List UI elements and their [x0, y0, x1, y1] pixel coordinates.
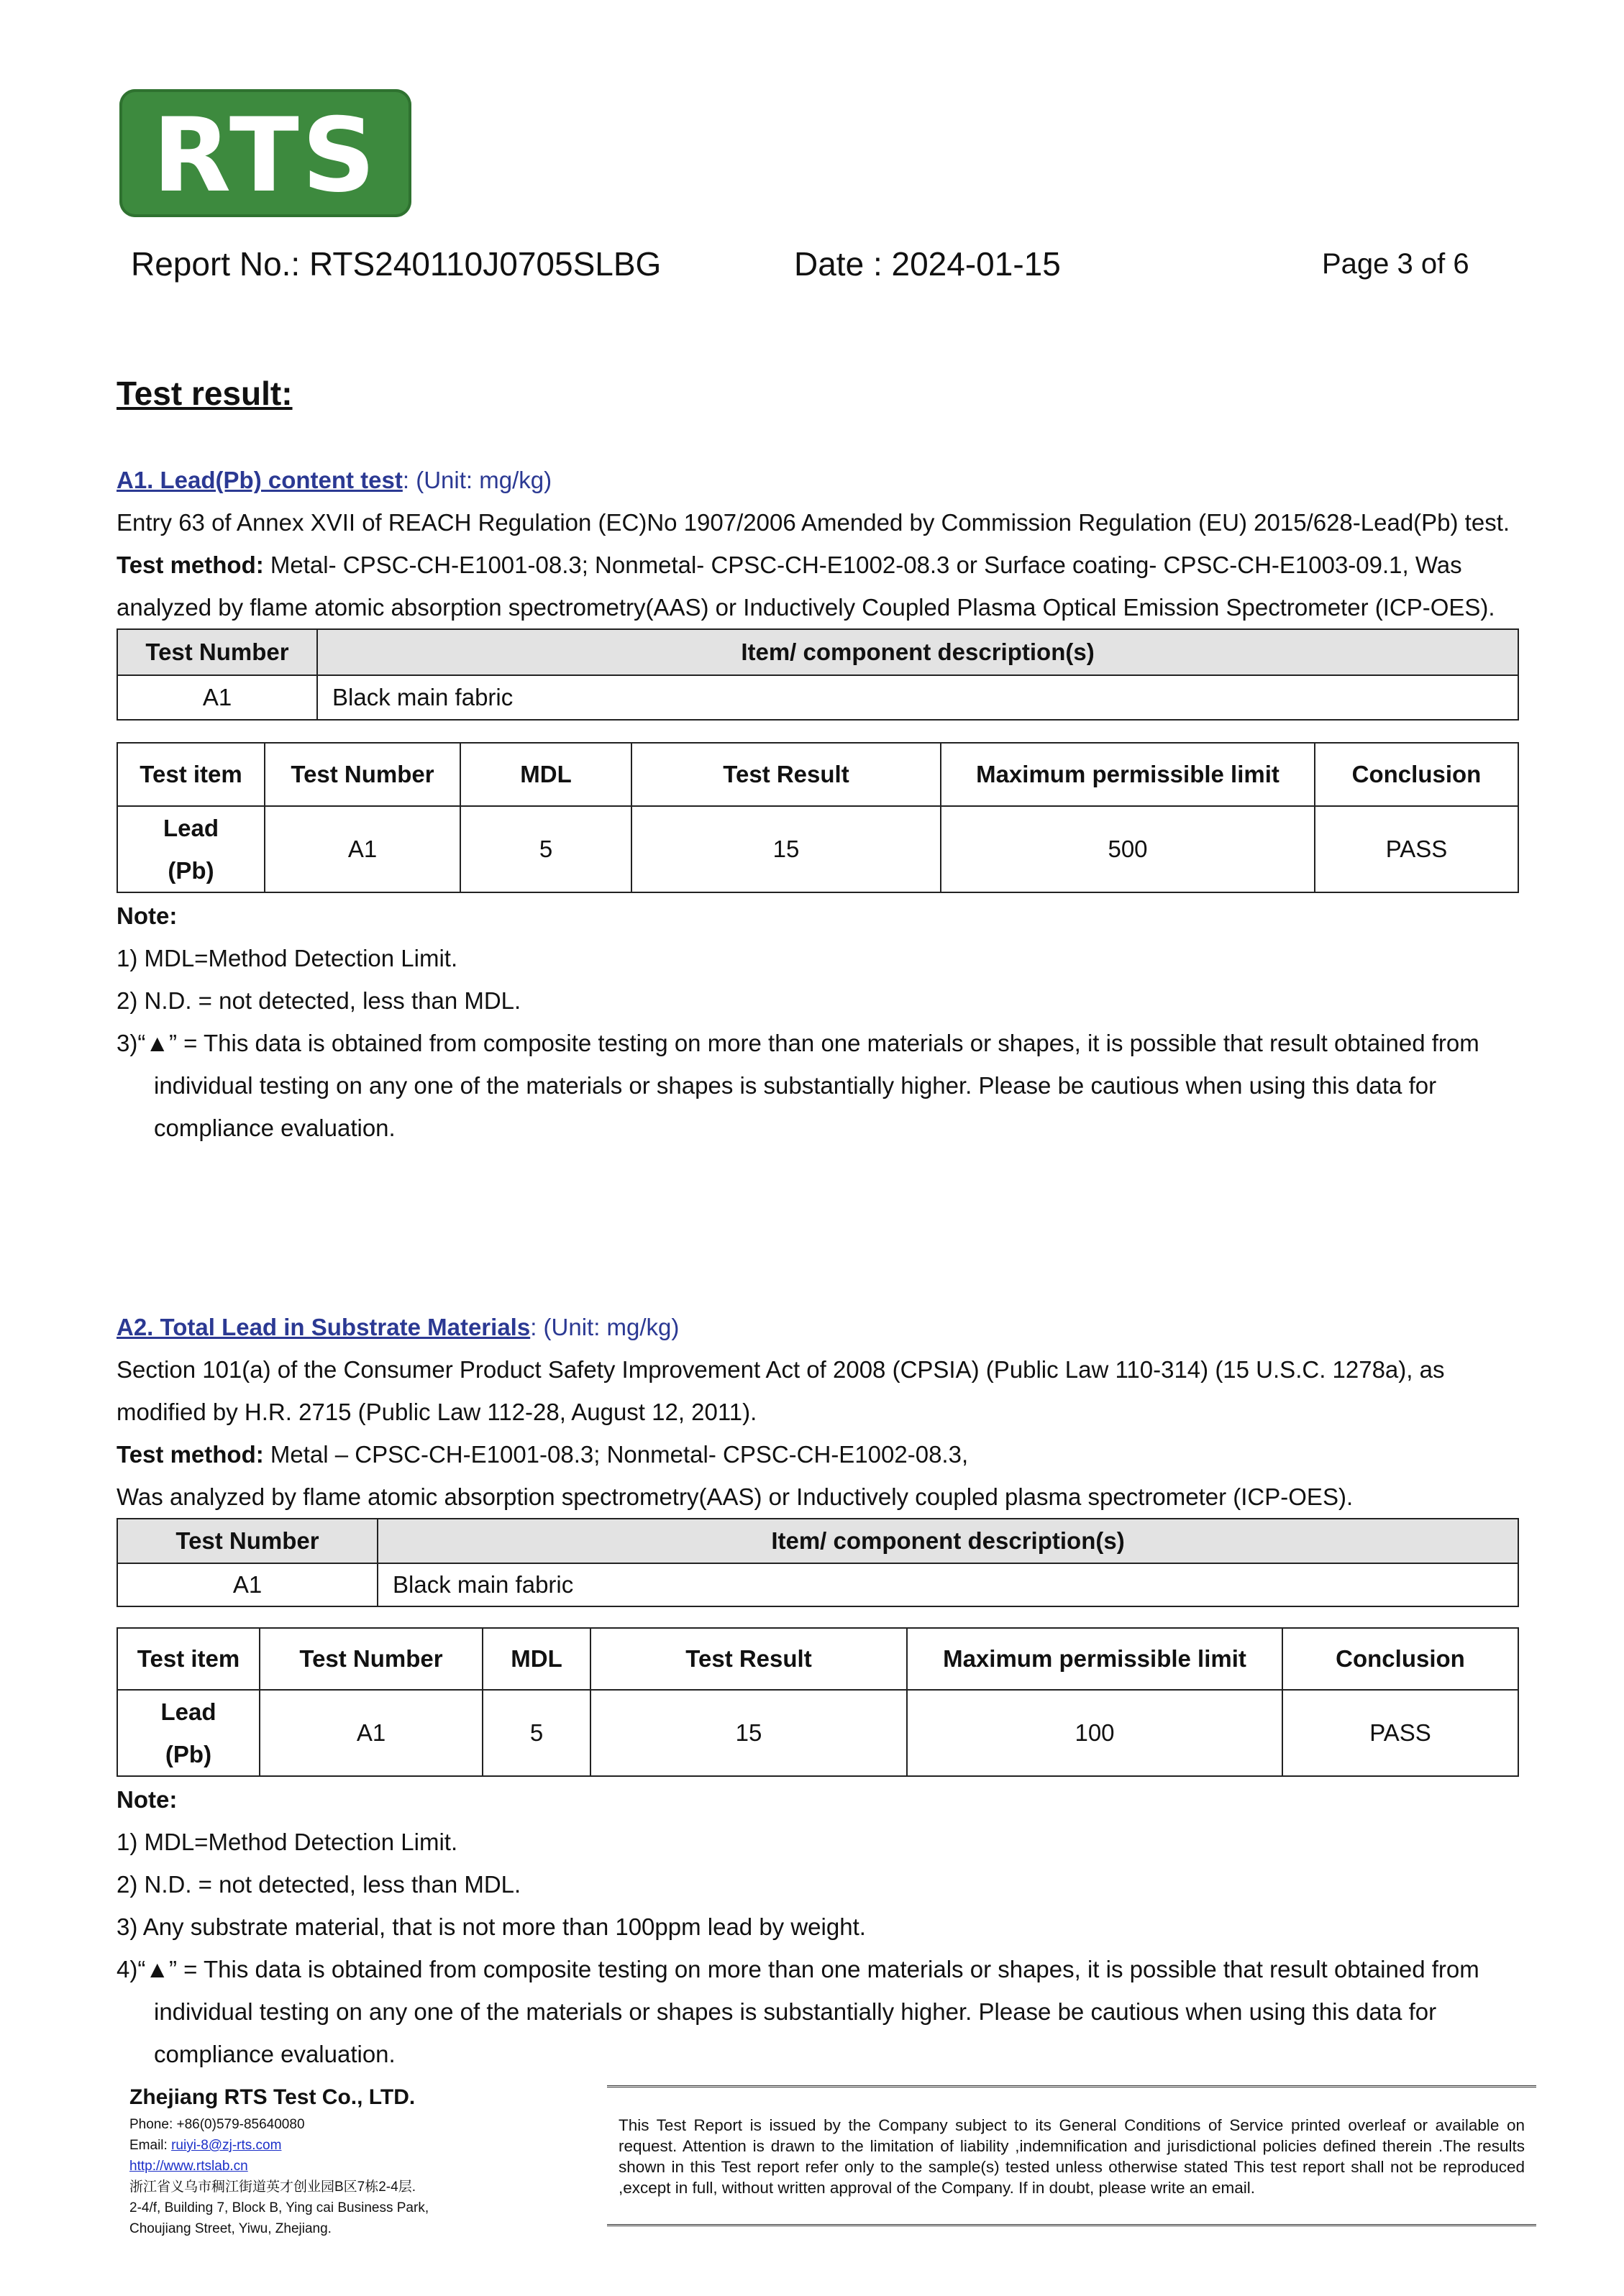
section-a2-unit: : (Unit: mg/kg)	[530, 1314, 680, 1340]
section-a1-intro: Entry 63 of Annex XVII of REACH Regulation (EC)No 1907/2006 Amended by Commission Regulation (EU) 2015/628-Lead(Pb) test.	[117, 509, 1510, 536]
company-name: Zhejiang RTS Test Co., LTD.	[129, 2085, 416, 2109]
cell-max-limit: 500	[941, 806, 1315, 892]
cell-test-number: A1	[117, 675, 317, 720]
col-header-test-number: Test Number	[265, 743, 460, 806]
section-a2-method-line2: Was analyzed by flame atomic absorption spectrometry(AAS) or Inductively coupled plasma spectrometer (ICP-OES).	[117, 1483, 1354, 1510]
cell-test-number: A1	[260, 1690, 483, 1776]
website-link[interactable]: http://www.rtslab.cn	[129, 2159, 248, 2174]
section-a1-heading	[117, 459, 1519, 501]
address-cn: 浙江省义乌市稠江街道英才创业园B区7栋2-4层.	[129, 2180, 416, 2195]
company-contact	[129, 2114, 429, 2239]
address-line2: Choujiang Street, Yiwu, Zhejiang.	[129, 2221, 332, 2236]
email-link[interactable]: ruiyi-8@zj-rts.com	[171, 2138, 282, 2153]
test-item-line2: (Pb)	[165, 1741, 212, 1767]
section-a2-heading	[117, 1306, 1519, 1348]
note-item: 4)“▲” = This data is obtained from composite testing on more than one materials or shapes, it is possible that result obtained from individual testing on any one of the materials or shapes is substantially higher. Please be cautious when using this data for compliance evaluation.	[117, 1956, 1479, 2067]
note-item: 3) Any substrate material, that is not more than 100ppm lead by weight.	[117, 1913, 866, 1940]
section-a1-method	[117, 544, 1519, 628]
cell-test-item	[117, 806, 265, 892]
col-header-test-number: Test Number	[260, 1628, 483, 1690]
sample-table-a1	[117, 628, 1519, 721]
note-item: 3)“▲” = This data is obtained from composite testing on more than one materials or shapes, it is possible that result obtained from individual testing on any one of the materials or shapes is substantially higher. Please be cautious when using this data for compliance evaluation.	[117, 1030, 1479, 1141]
section-a2	[117, 1306, 1519, 2075]
col-header-conclusion: Conclusion	[1282, 1628, 1518, 1690]
col-header-mdl: MDL	[460, 743, 631, 806]
logo-text: RTS	[152, 96, 379, 215]
cell-conclusion: PASS	[1315, 806, 1518, 892]
page-indicator: Page 3 of 6	[1322, 248, 1469, 280]
cell-max-limit: 100	[907, 1690, 1282, 1776]
rts-logo	[119, 89, 411, 217]
report-date: Date : 2024-01-15	[794, 245, 1061, 283]
note-item: 1) MDL=Method Detection Limit.	[117, 1829, 458, 1855]
section-a1-notes	[117, 895, 1519, 1149]
method-text: Metal – CPSC-CH-E1001-08.3; Nonmetal- CPSC-CH-E1002-08.3,	[263, 1441, 969, 1468]
address-line1: 2-4/f, Building 7, Block B, Ying cai Business Park,	[129, 2200, 429, 2215]
result-table-a2	[117, 1627, 1519, 1777]
col-header-test-result: Test Result	[590, 1628, 907, 1690]
col-header-test-result: Test Result	[631, 743, 941, 806]
cell-conclusion: PASS	[1282, 1690, 1518, 1776]
col-header-max-limit: Maximum permissible limit	[907, 1628, 1282, 1690]
cell-description: Black main fabric	[378, 1563, 1518, 1606]
test-item-line1: Lead	[163, 815, 219, 841]
cell-mdl: 5	[460, 806, 631, 892]
note-title: Note:	[117, 902, 178, 929]
section-a2-intro: Section 101(a) of the Consumer Product Safety Improvement Act of 2008 (CPSIA) (Public Law 110-314) (15 U.S.C. 1278a), as modified by H.R. 2715 (Public Law 112-28, August 12, 2011).	[117, 1356, 1445, 1425]
section-a2-title: A2. Total Lead in Substrate Materials	[117, 1314, 531, 1340]
note-item: 2) N.D. = not detected, less than MDL.	[117, 1871, 521, 1898]
section-a1-title: A1. Lead(Pb) content test	[117, 467, 403, 493]
cell-test-item	[117, 1690, 260, 1776]
sample-table-a2	[117, 1518, 1519, 1607]
col-header-conclusion: Conclusion	[1315, 743, 1518, 806]
col-header-test-item: Test item	[117, 743, 265, 806]
cell-mdl: 5	[483, 1690, 590, 1776]
col-header-description: Item/ component description(s)	[378, 1519, 1518, 1563]
cell-test-result: 15	[631, 806, 941, 892]
col-header-description: Item/ component description(s)	[317, 629, 1518, 675]
method-label: Test method:	[117, 1441, 264, 1468]
report-number: Report No.: RTS240110J0705SLBG	[131, 245, 662, 283]
section-a1-unit: : (Unit: mg/kg)	[402, 467, 552, 493]
test-item-line2: (Pb)	[168, 857, 214, 884]
note-title: Note:	[117, 1786, 178, 1813]
phone-text: Phone: +86(0)579-85640080	[129, 2117, 305, 2132]
method-text: Metal- CPSC-CH-E1001-08.3; Nonmetal- CPSC-CH-E1002-08.3 or Surface coating- CPSC-CH-E1003-09.1, Was analyzed by flame atomic absorption spectrometry(AAS) or Inductively Coupled Plasma Optical Emission Spectrometer (ICP-OES).	[117, 552, 1495, 621]
col-header-test-number: Test Number	[117, 1519, 378, 1563]
col-header-mdl: MDL	[483, 1628, 590, 1690]
section-a1	[117, 459, 1519, 1149]
note-item: 1) MDL=Method Detection Limit.	[117, 945, 458, 971]
cell-description: Black main fabric	[317, 675, 1518, 720]
email-label: Email:	[129, 2138, 172, 2153]
cell-test-number: A1	[117, 1563, 378, 1606]
email-line	[129, 2135, 429, 2156]
method-label: Test method:	[117, 552, 264, 578]
section-a2-method	[117, 1433, 1519, 1476]
col-header-max-limit: Maximum permissible limit	[941, 743, 1315, 806]
disclaimer-text: This Test Report is issued by the Company subject to its General Conditions of Service printed overleaf or available on request. Attention is drawn to the limitation of liability ,indemnification and jurisdictional policies defined therein .The results shown in this Test report refer only to the sample(s) tested unless otherwise stated This test report shall not be reproduced ,except in full, without written approval of the Company. If in doubt, please write an email.	[607, 2085, 1536, 2226]
cell-test-result: 15	[590, 1690, 907, 1776]
result-table-a1	[117, 742, 1519, 893]
col-header-test-item: Test item	[117, 1628, 260, 1690]
test-item-line1: Lead	[160, 1698, 216, 1725]
col-header-test-number: Test Number	[117, 629, 317, 675]
note-item: 2) N.D. = not detected, less than MDL.	[117, 987, 521, 1014]
cell-test-number: A1	[265, 806, 460, 892]
page-title: Test result:	[117, 375, 293, 412]
section-a2-notes	[117, 1778, 1519, 2075]
